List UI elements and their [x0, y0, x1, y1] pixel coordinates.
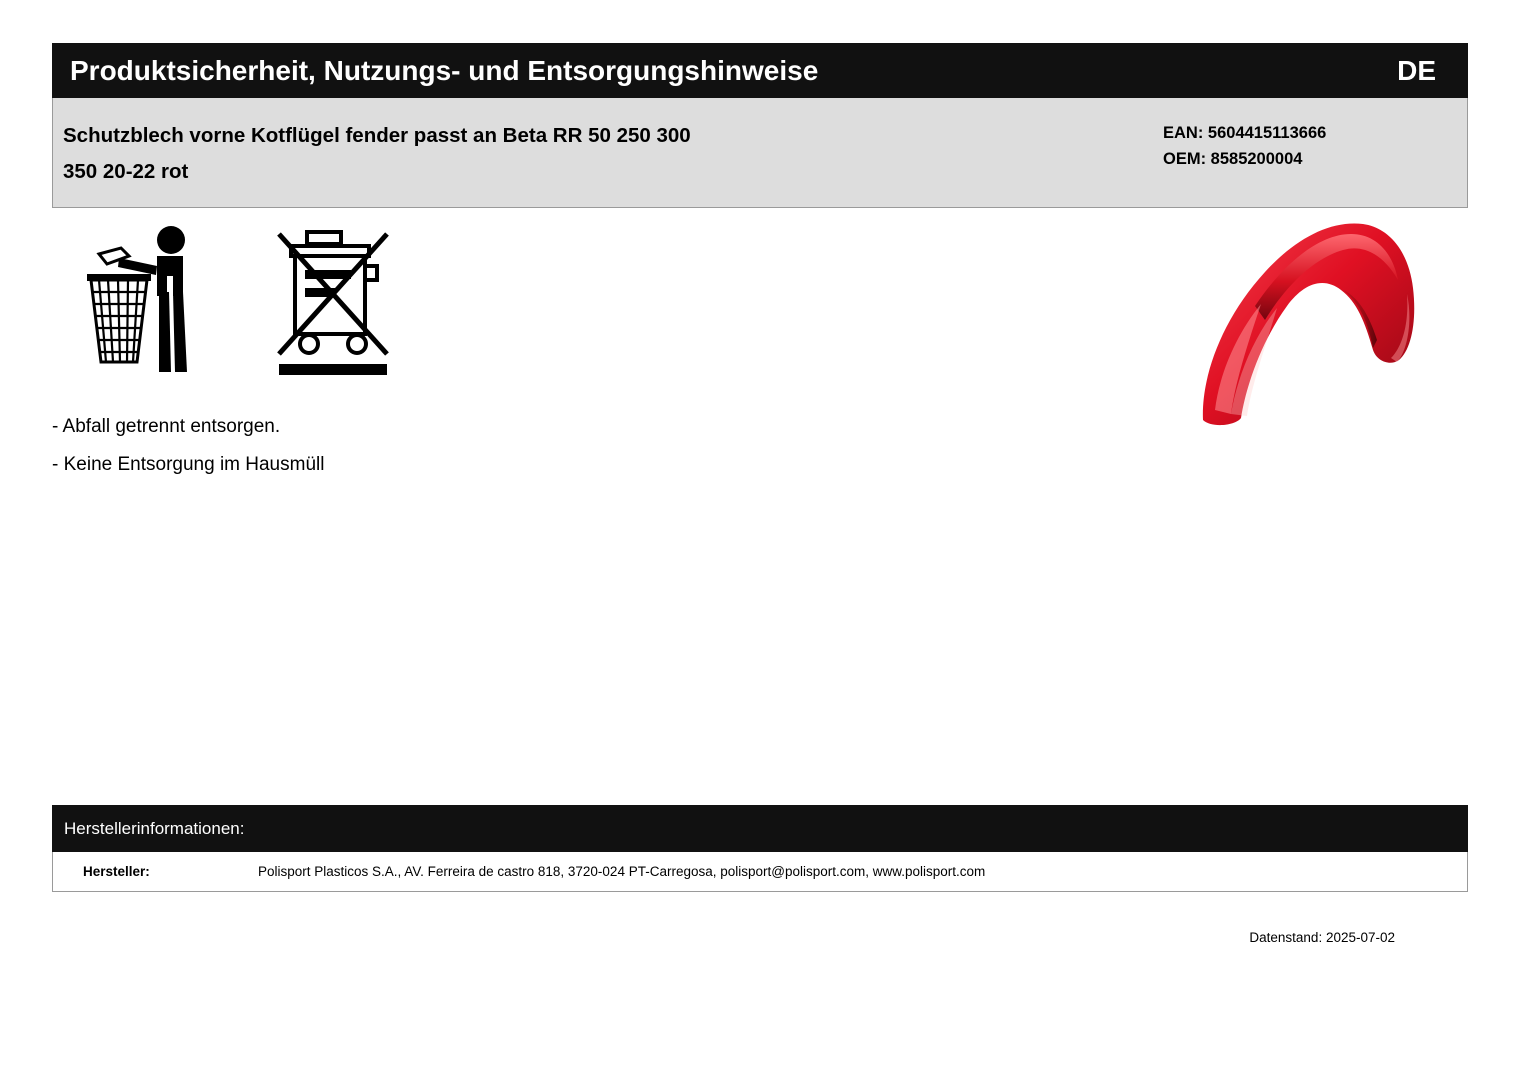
manufacturer-section-bar: [52, 805, 1468, 852]
product-name-line-2: 350 20-22 rot: [63, 160, 189, 183]
crossed-out-wheeled-bin-icon: [275, 226, 400, 381]
product-codes: [1163, 120, 1453, 172]
manufacturer-section-label: Herstellerinformationen:: [64, 818, 245, 838]
list-item: - Keine Entsorgung im Hausmüll: [52, 454, 325, 475]
page-title: Produktsicherheit, Nutzungs- und Entsorgungshinweise: [70, 54, 819, 86]
product-name-line-1: Schutzblech vorne Kotflügel fender passt an Beta RR 50 250 300: [63, 124, 691, 147]
product-name: [63, 118, 1063, 190]
product-info-bar: [52, 98, 1468, 208]
disposal-notes: [52, 408, 752, 484]
pictogram-area: [85, 222, 425, 382]
datestamp: Datenstand: 2025-07-02: [1249, 930, 1395, 945]
litter-bin-person-icon: [85, 222, 215, 377]
oem-code: OEM: 8585200004: [1163, 150, 1303, 168]
ean-code: EAN: 5604415113666: [1163, 124, 1327, 142]
manufacturer-row: [52, 852, 1468, 892]
list-item: - Abfall getrennt entsorgen.: [52, 416, 281, 437]
motorcycle-front-fender-image: [1195, 210, 1435, 435]
header-bar: [52, 43, 1468, 98]
language-badge: DE: [1397, 54, 1436, 86]
manufacturer-label: Hersteller:: [83, 864, 150, 879]
manufacturer-value: Polisport Plasticos S.A., AV. Ferreira de castro 818, 3720-024 PT-Carregosa, polisport@polisport.com, www.polisport.com: [258, 864, 986, 879]
